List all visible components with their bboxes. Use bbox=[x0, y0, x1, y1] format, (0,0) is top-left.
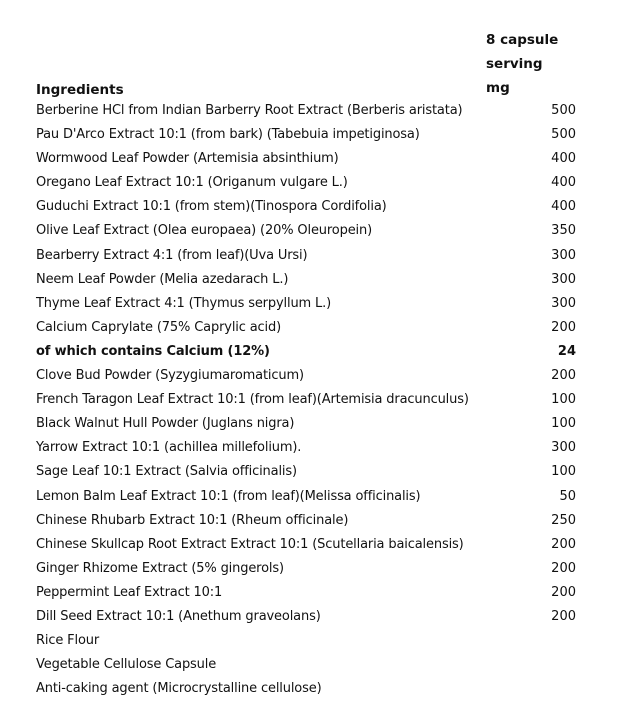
ingredient-name: Peppermint Leaf Extract 10:1 bbox=[36, 584, 223, 600]
ingredient-name: Thyme Leaf Extract 4:1 (Thymus serpyllum L.) bbox=[36, 295, 332, 311]
ingredient-amount: 300 bbox=[551, 271, 576, 287]
ingredient-name: Ginger Rhizome Extract (5% gingerols) bbox=[36, 560, 284, 576]
ingredient-amount: 200 bbox=[551, 560, 576, 576]
table-row bbox=[36, 123, 576, 147]
table-row bbox=[36, 485, 576, 509]
table-row bbox=[36, 388, 576, 412]
ingredient-name: Rice Flour bbox=[36, 633, 100, 649]
ingredient-name: Oregano Leaf Extract 10:1 (Origanum vulgare L.) bbox=[36, 175, 348, 191]
serving-header-line-2: serving bbox=[486, 56, 543, 72]
table-row bbox=[36, 244, 576, 268]
table-row bbox=[36, 629, 576, 653]
ingredient-name: Guduchi Extract 10:1 (from stem)(Tinospora Cordifolia) bbox=[36, 199, 387, 215]
table-row bbox=[36, 677, 576, 701]
ingredient-amount: 200 bbox=[551, 608, 576, 624]
ingredient-amount: 200 bbox=[551, 319, 576, 335]
ingredient-name: Calcium Caprylate (75% Caprylic acid) bbox=[36, 319, 282, 335]
ingredient-name: Yarrow Extract 10:1 (achillea millefolium). bbox=[36, 440, 302, 456]
ingredient-name: Olive Leaf Extract (Olea europaea) (20% Oleuropein) bbox=[36, 223, 373, 239]
ingredient-name: Clove Bud Powder (Syzygiumaromaticum) bbox=[36, 368, 304, 384]
table-header bbox=[36, 28, 584, 100]
table-row bbox=[36, 292, 576, 316]
table-row bbox=[36, 316, 576, 340]
ingredient-name: Anti-caking agent (Microcrystalline cellulose) bbox=[36, 681, 322, 697]
ingredient-name: Pau D'Arco Extract 10:1 (from bark) (Tabebuia impetiginosa) bbox=[36, 127, 420, 143]
ingredient-name: Berberine HCl from Indian Barberry Root Extract (Berberis aristata) bbox=[36, 103, 463, 118]
table-row bbox=[36, 436, 576, 460]
ingredient-amount: 100 bbox=[551, 392, 576, 408]
ingredient-amount: 350 bbox=[551, 223, 576, 239]
table-row bbox=[36, 195, 576, 219]
ingredients-column-header: Ingredients bbox=[36, 82, 124, 98]
ingredient-name: Black Walnut Hull Powder (Juglans nigra) bbox=[36, 416, 295, 432]
ingredient-amount: 100 bbox=[551, 464, 576, 480]
ingredient-name: Wormwood Leaf Powder (Artemisia absinthium) bbox=[36, 151, 339, 167]
table-row bbox=[36, 653, 576, 677]
table-row bbox=[36, 509, 576, 533]
ingredient-amount: 400 bbox=[551, 199, 576, 215]
ingredient-amount: 400 bbox=[551, 175, 576, 191]
ingredient-name: Sage Leaf 10:1 Extract (Salvia officinalis) bbox=[36, 464, 297, 480]
table-row bbox=[36, 219, 576, 243]
table-row bbox=[36, 533, 576, 557]
table-row bbox=[36, 147, 576, 171]
table-row bbox=[36, 171, 576, 195]
ingredient-amount: 24 bbox=[557, 343, 576, 359]
ingredient-amount: 50 bbox=[559, 488, 576, 504]
ingredient-amount: 250 bbox=[551, 512, 576, 528]
ingredient-amount: 300 bbox=[551, 247, 576, 263]
ingredient-name: of which contains Calcium (12%) bbox=[36, 343, 270, 359]
table-row bbox=[36, 412, 576, 436]
table-row bbox=[36, 557, 576, 581]
ingredient-name: French Taragon Leaf Extract 10:1 (from leaf)(Artemisia dracunculus) bbox=[36, 392, 469, 408]
ingredient-amount: 500 bbox=[551, 103, 576, 118]
ingredient-name: Vegetable Cellulose Capsule bbox=[36, 657, 217, 673]
ingredient-name: Chinese Skullcap Root Extract Extract 10:1 (Scutellaria baicalensis) bbox=[36, 536, 464, 552]
table-row bbox=[36, 460, 576, 484]
table-row bbox=[36, 605, 576, 629]
ingredient-name: Dill Seed Extract 10:1 (Anethum graveolans) bbox=[36, 608, 321, 624]
table-row bbox=[36, 99, 576, 123]
ingredient-amount: 500 bbox=[551, 127, 576, 143]
ingredient-name: Bearberry Extract 4:1 (from leaf)(Uva Ursi) bbox=[36, 247, 308, 263]
table-row bbox=[36, 364, 576, 388]
table-row bbox=[36, 581, 576, 605]
ingredient-amount: 300 bbox=[551, 295, 576, 311]
ingredient-name: Lemon Balm Leaf Extract 10:1 (from leaf)(Melissa officinalis) bbox=[36, 488, 421, 504]
table-row bbox=[36, 340, 576, 364]
ingredient-amount: 400 bbox=[551, 151, 576, 167]
serving-header-line-3: mg bbox=[486, 80, 510, 96]
ingredient-amount: 200 bbox=[551, 368, 576, 384]
table-row bbox=[36, 268, 576, 292]
serving-header-line-1: 8 capsule bbox=[486, 32, 559, 48]
ingredient-name: Neem Leaf Powder (Melia azedarach L.) bbox=[36, 271, 289, 287]
ingredient-amount: 200 bbox=[551, 536, 576, 552]
ingredient-amount: 200 bbox=[551, 584, 576, 600]
serving-column-header bbox=[486, 28, 586, 100]
ingredient-amount: 300 bbox=[551, 440, 576, 456]
ingredient-amount: 100 bbox=[551, 416, 576, 432]
ingredient-rows bbox=[36, 99, 576, 701]
ingredient-name: Chinese Rhubarb Extract 10:1 (Rheum officinale) bbox=[36, 512, 349, 528]
